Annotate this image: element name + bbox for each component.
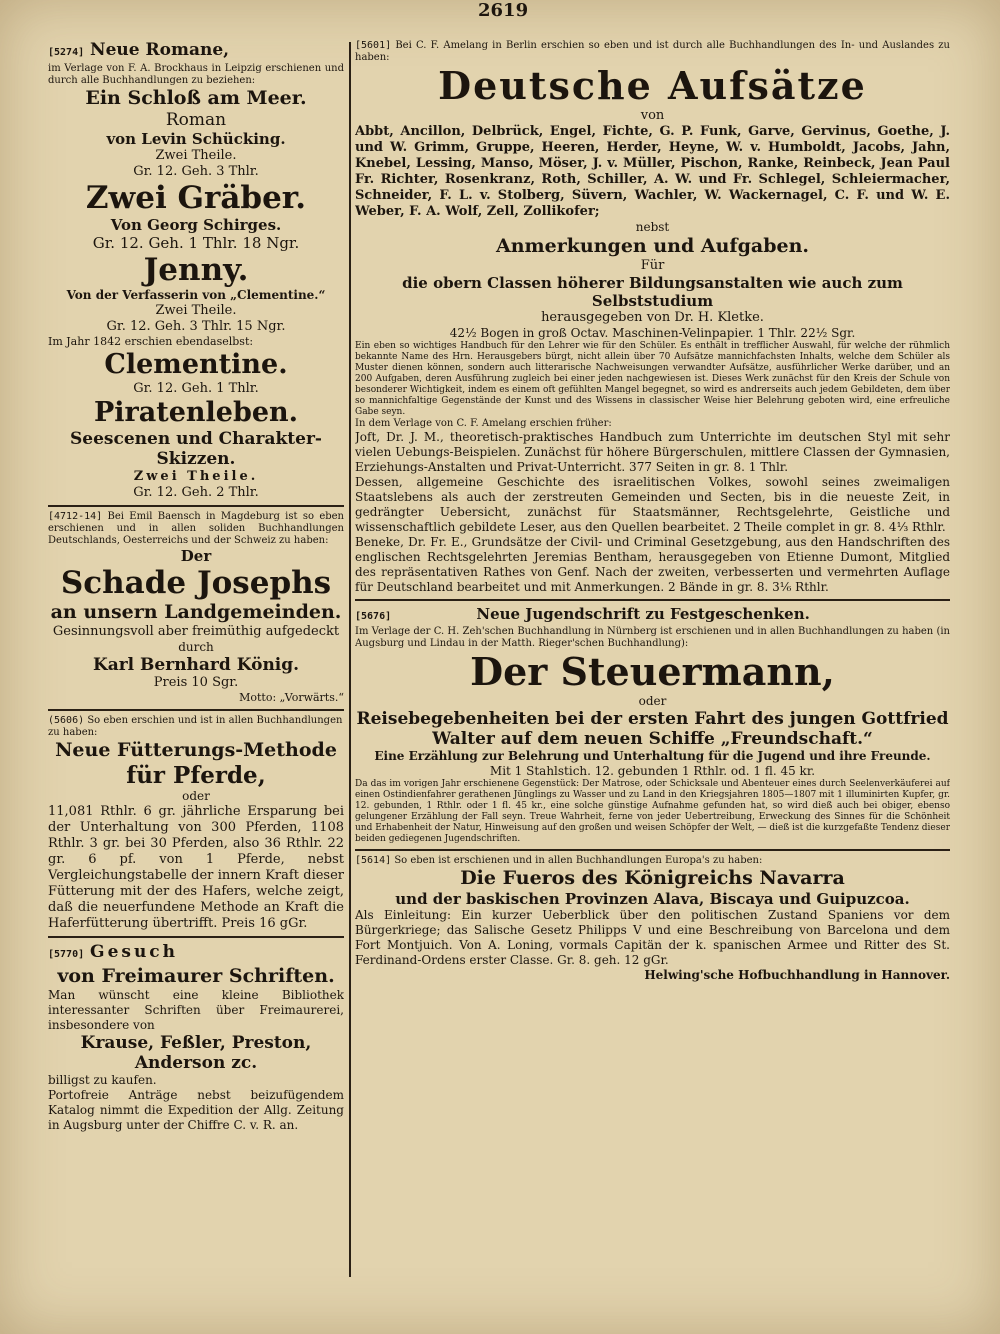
catalog-item: Beneke, Dr. Fr. E., Grundsätze der Civil- und Criminal Gesetzgebung, aus den Handschriften des englischen Rechtsgelehrten Jeremias Bentham, herausgegeben von Etienne Dumont, Mitglied des repräsentativen Rathes von Genf. Nach der zweiten, verbesserten und vermehrten Auflage für Deutschland bearbeitet und mit Anmerkungen. 2 Bände in gr. 8. 3⅙ Rthlr. (355, 535, 950, 594)
book-subtitle: Reisebegebenheiten bei der ersten Fahrt des jungen Gottfried (356, 709, 949, 729)
book-description: Als Einleitung: Ein kurzer Ueberblick über den politischen Zustand Spaniens vor dem Bürgerkriege; das Salische Gesetz Philipps V und eine Beschreibung von Barcelona und dem Fort Montjuich. Von A. Loning, vormals Capitän der k. spanischen Armee und Ritter des St. Ferdinand-Ordens erster Classe. Gr. 8. geh. 12 gGr. (355, 908, 950, 967)
ad-intro: Im Verlage der C. H. Zeh'schen Buchhandlung in Nürnberg ist erschienen und in allen Buchhandlungen zu haben (in Augsburg und Lindau in der Matth. Rieger'schen Buchhandlung): (355, 626, 950, 649)
ad-intro: Bei C. F. Amelang in Berlin erschien so eben und ist durch alle Buchhandlungen des In- und Auslandes zu haben: (355, 40, 950, 63)
book-price: Gr. 12. Geh. 2 Thlr. (133, 485, 259, 500)
book-price: Mit 1 Stahlstich. 12. gebunden 1 Rthlr. od. 1 fl. 45 kr. (489, 764, 816, 778)
book-title: Zwei Gräber. (85, 180, 307, 216)
book-author: Von Georg Schirges. (110, 216, 282, 234)
ad-separator (48, 505, 344, 507)
ad-id: [5676] (355, 611, 392, 622)
audience: Selbststudium (591, 292, 714, 310)
book-title: Jenny. (143, 252, 249, 288)
book-editor: herausgegeben von Dr. H. Kletke. (541, 310, 764, 325)
ad-intro: im Verlage von F. A. Brockhaus in Leipzig erschienen und durch alle Buchhandlungen zu beziehen: (48, 63, 344, 86)
book-description: Ein eben so wichtiges Handbuch für den Lehrer wie für den Schüler. Es enthält in trefflicher Auswahl, für welche der rühmlich bekannte Name des Hrn. Herausgebers bürgt, nicht allein über 70 Aufsätze mannichfachsten Inhalts, welche dem Schüler als Muster dienen können, sondern auch litterarische Nachweisungen verwandter Aufsätze, ausführlicher Werke darüber, und an 200 Aufgaben, deren Ausführung zugleich bei einer jeden nachgewiesen ist. Dieses Werk zunächst für den Kreis der Schule von besonderer Wichtigkeit, indem es einem oft gefühlten Mangel begegnet, so wird es andrerseits auch jedem Gebildeten, dem über so mannichfaltige Gegenstände der Kunst und des Wissens in classischer Weise hier Belehrung geboten wird, eine erfreuliche Gabe seyn. (355, 341, 950, 417)
fuer-line: Für (640, 258, 665, 273)
book-title: Deutsche Aufsätze (438, 63, 867, 108)
ad-der-steuermann (355, 605, 950, 845)
book-subtitle: Walter auf dem neuen Schiffe „Freundschaft.“ (432, 729, 873, 749)
book-title: Piratenleben. (93, 397, 299, 428)
ad-deutsche-aufsaetze (355, 40, 950, 595)
oder-line: oder (638, 694, 667, 708)
book-title: für Pferde, (126, 762, 266, 789)
ad-separator (355, 599, 950, 601)
ad-id: [5770] (48, 949, 85, 960)
ad-id: [5614] (355, 855, 392, 866)
ad-body: Man wünscht eine kleine Bibliothek interessanter Schriften über Freimaurerei, insbesondere von (48, 988, 344, 1032)
book-author: von Levin Schücking. (106, 130, 286, 148)
catalog-item: Dessen, allgemeine Geschichte des israelitischen Volkes, sowohl seines zweimaligen Staatslebens als auch der zerstreuten Gemeinden und Secten, bis in die neueste Zeit, in gedrängter Uebersicht, zunächst für Staatsmänner, Rechtsgelehrte, Geistliche und wissenschaftlich gebildete Leser, aus den Quellen bearbeitet. 2 Theile complet in gr. 8. 4⅓ Rthlr. (355, 475, 950, 534)
ad-neue-romane (48, 40, 344, 501)
book-price: Gr. 12. Geh. 1 Thlr. (133, 381, 259, 396)
author-list: Abbt, Ancillon, Delbrück, Engel, Fichte, G. P. Funk, Garve, Gervinus, Goethe, J. und W. Grimm, Gruppe, Heeren, Herder, Heyne, W. v. Humboldt, Jacobs, Jahn, Knebel, Lessing, Manso, Möser, J. v. Müller, Pischon, Ranke, Reinbeck, Jean Paul Fr. Richter, Rosenkranz, Roth, Schiller, A. W. und Fr. Schlegel, Schleiermacher, Schneider, F. L. v. Stolberg, Süvern, Wachler, W. Wackernagel, C. F. und W. E. Weber, F. A. Wolf, Zell, Zollikofer; (355, 124, 950, 219)
left-column (48, 40, 344, 1133)
ad-title: Gesuch (90, 942, 179, 962)
page-number: 2619 (478, 0, 529, 21)
book-title: Neue Fütterungs-Methode (55, 739, 337, 761)
ad-id: (5606) (48, 715, 85, 726)
ad-freimaurer-gesuch (48, 942, 344, 1133)
also-published: In dem Verlage von C. F. Amelang erschien früher: (355, 418, 612, 429)
right-column (355, 40, 950, 983)
book-title: Der Steuermann, (470, 649, 835, 694)
ad-intro: So eben ist erschienen und in allen Buchhandlungen Europa's zu haben: (394, 855, 763, 866)
book-title: Ein Schloß am Meer. (85, 87, 307, 109)
book-genre: Roman (165, 110, 227, 130)
book-subtitle: Seescenen und Charakter-Skizzen. (70, 429, 322, 469)
ad-heading: Neue Jugendschrift zu Festgeschenken. (476, 605, 810, 623)
book-title: Clementine. (104, 349, 288, 380)
ad-id: [5274] (48, 47, 85, 58)
ad-id: [5601] (355, 40, 392, 51)
ad-separator (48, 936, 344, 938)
book-parts: Zwei Theile. (133, 469, 259, 484)
ad-title: Neue Romane, (90, 40, 230, 60)
book-motto: Motto: „Vorwärts.“ (239, 691, 344, 704)
by-line: durch (178, 640, 214, 654)
ad-id: [4712-14] (48, 511, 103, 522)
book-description: Eine Erzählung zur Belehrung und Unterhaltung für die Jugend und ihre Freunde. (374, 749, 931, 763)
book-author: Von der Verfasserin von „Clementine.“ (66, 288, 326, 302)
ad-intro: So eben erschien und ist in allen Buchhandlungen zu haben: (48, 715, 343, 738)
ad-intro: Bei Emil Baensch in Magdeburg ist so eben erschienen und in allen soliden Buchhandlungen Deutschlands, Oesterreichs und der Schweiz zu haben: (48, 511, 344, 546)
book-note: Im Jahr 1842 erschien ebendaselbst: (48, 335, 254, 348)
book-price: Preis 10 Sgr. (153, 675, 239, 690)
ad-fueros-navarra (355, 855, 950, 983)
title-article: Der (180, 547, 212, 565)
von-line: von (640, 108, 665, 123)
book-parts: Zwei Theile. (155, 148, 237, 163)
book-price: Gr. 12. Geh. 1 Thlr. 18 Ngr. (92, 234, 300, 252)
book-price: Gr. 12. Geh. 3 Thlr. 15 Ngr. (106, 319, 286, 334)
audience: die obern Classen höherer Bildungsanstalten wie auch zum (402, 274, 903, 292)
book-title: Schade Josephs (60, 565, 332, 601)
book-description: Da das im vorigen Jahr erschienene Gegenstück: Der Matrose, oder Schicksale und Abenteuer eines durch Seelenverkäuferei auf einen Ostindienfahrer gerathenen Jünglings zu Wasser und zu Land in den Kriegsjahren 1805—1807 mit 1 illuminirten Kupfer, gr. 12. gebunden, 1 Rthlr. oder 1 fl. 45 kr., eine solche günstige Aufnahme gefunden hat, so wird dieß auch bei obiger, ebenso gelungener Erzählung der Fall seyn. Treue Wahrheit, ferne von jeder Uebertreibung, Erweckung des Sinnes für die Schönheit und Erhabenheit der Natur, Hinweisung auf den großen und weisen Schöpfer der Welt, — dieß ist die kurzgefaßte Tendenz dieser beiden gediegenen Jugendschriften. (355, 779, 950, 844)
ad-schade-josephs (48, 511, 344, 705)
book-title: Die Fueros des Königreichs Navarra (460, 867, 845, 889)
publisher: Helwing'sche Hofbuchhandlung in Hannover. (644, 968, 950, 982)
author-names: Krause, Feßler, Preston, Anderson zc. (80, 1033, 312, 1073)
ad-body: Portofreie Anträge nebst beizufügendem Katalog nimmt die Expedition der Allg. Zeitung in Augsburg unter der Chiffre C. v. R. an. (48, 1088, 344, 1132)
catalog-item: Joft, Dr. J. M., theoretisch-praktisches Handbuch zum Unterrichte im deutschen Styl mit sehr vielen Uebungs-Beispielen. Zunächst für höhere Bürgerschulen, mittlere Classen der Gymnasien, Erziehungs-Anstalten und Privat-Unterricht. 377 Seiten in gr. 8. 1 Thlr. (355, 430, 950, 474)
ad-separator (48, 709, 344, 711)
book-title: und der baskischen Provinzen Alava, Biscaya und Guipuzcoa. (395, 890, 910, 908)
oder-line: oder (182, 789, 210, 803)
book-parts: Zwei Theile. (155, 303, 237, 318)
book-price: Gr. 12. Geh. 3 Thlr. (133, 164, 259, 179)
book-subtitle: Anmerkungen und Aufgaben. (495, 235, 809, 257)
column-divider (349, 42, 351, 1277)
ad-fuetterungs-methode (48, 715, 344, 932)
book-author: Karl Bernhard König. (92, 655, 300, 675)
ad-title: von Freimaurer Schriften. (57, 965, 335, 987)
book-description: 11,081 Rthlr. 6 gr. jährliche Ersparung bei der Unterhaltung von 300 Pferden, 1108 Rthlr. 3 gr. bei 30 Pferden, also 36 Rthlr. 22 gr. 6 pf. von 1 Pferde, nebst Vergleichungstabelle der innern Kraft dieser Fütterung mit der des Hafers, welche zeigt, daß die neuerfundene Methode an Kraft die Haferfütterung übertrifft. Preis 16 gGr. (48, 804, 344, 931)
book-format: 42½ Bogen in groß Octav. Maschinen-Velinpapier. 1 Thlr. 22½ Sgr. (449, 326, 856, 340)
ad-body: billigst zu kaufen. (48, 1073, 157, 1087)
nebst-line: nebst (635, 220, 670, 234)
book-subtitle: an unsern Landgemeinden. (50, 601, 342, 623)
ad-separator (355, 849, 950, 851)
book-description: Gesinnungsvoll aber freimüthig aufgedeckt (52, 624, 340, 639)
